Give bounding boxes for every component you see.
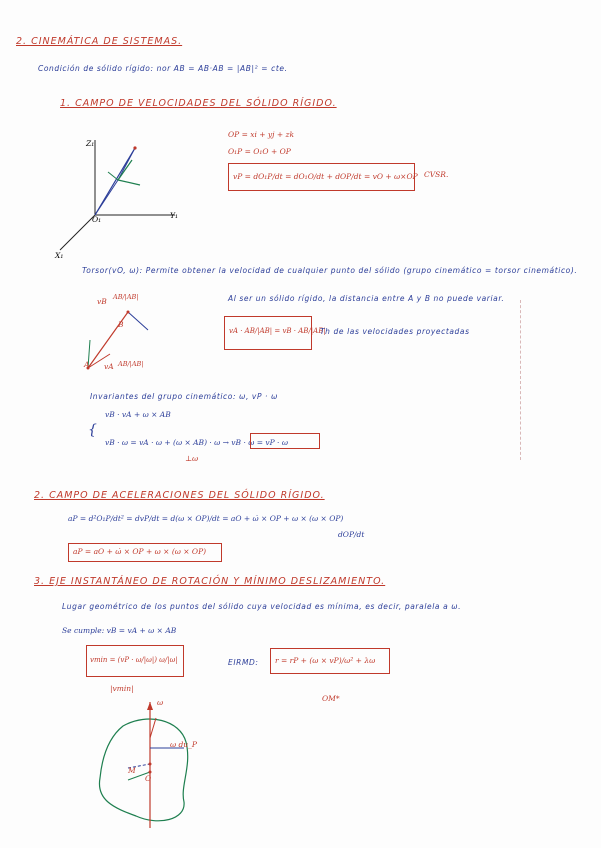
section-title: 2. CINEMÁTICA DE SISTEMAS. [16,36,183,47]
proj-eq: vA · AB/|AB| = vB · AB/|AB| [229,327,326,335]
eq-vp: vP = dO₁P/dt = dO₁O/dt + dOP/dt = vO + ω×OP [233,172,418,181]
eirmd-diagram [88,698,218,838]
accel-eq1: aP = d²O₁P/dt² = dvP/dt = d(ω × OP)/dt = aO + ω̇ × OP + ω × (ω × OP) [68,514,344,523]
axes-diagram [50,130,190,270]
label-m: M [128,766,136,775]
eq-o1p: O₁P = O₁O + OP [228,147,291,156]
vmin-eq: vmin = (vP · ω/|ω|) ω/|ω| [90,656,178,664]
label-wdu: ω du_P [170,740,197,749]
proj-desc: Th de las velocidades proyectadas [320,327,470,336]
label-vb: vB [97,297,107,306]
invariant-eq2: vB · ω = vA · ω + (ω × AB) · ω → vB · ω = vP · ω [105,438,288,447]
invariant-perp: ⊥ω [185,454,199,463]
invariant-eq1: vB · vA + ω × AB [105,410,171,419]
brace-icon: { [88,422,97,438]
invariants-text: Invariantes del grupo cinemático: ω, vP · ω [90,392,278,401]
axis-y-label: Y₁ [170,211,178,220]
eirmd-sub: OM* [322,694,340,703]
label-ab-top: AB/|AB| [113,293,139,301]
label-va: vA [104,362,114,371]
label-ab-bottom: AB/|AB| [118,360,144,368]
label-a: A [84,360,90,369]
subsection-title-eirmd: 3. EJE INSTANTÁNEO DE ROTACIÓN Y MÍNIMO DESLIZAMIENTO. [34,576,386,587]
rigid-distance-text: Al ser un sólido rígido, la distancia entre A y B no puede variar. [228,294,505,303]
eirmd-label: EIRMD: [228,658,259,667]
label-o: O [145,774,152,783]
accel-eq2: aP = aO + ω̇ × OP + ω × (ω × OP) [73,547,207,556]
origin-label: O₁ [92,215,102,224]
axis-z-label: Z₁ [86,139,95,148]
rigid-condition: Condición de sólido rígido: nor AB = AB·AB = |AB|² = cte. [38,64,288,73]
accel-eq1-sub: dOP/dt [338,530,365,539]
label-omega: ω [157,698,164,707]
subsection-title-accelerations: 2. CAMPO DE ACELERACIONES DEL SÓLIDO RÍGIDO. [34,490,325,501]
eq-vp-tag: CVSR. [424,170,449,179]
eirmd-eq: r = rP + (ω × vP)/ω² + λω [275,656,376,665]
eq-op: OP = xi + yj + zk [228,130,295,139]
bleed-line [520,300,521,460]
axis-x-label: X₁ [55,251,64,260]
lugar-text: Lugar geométrico de los puntos del sólido cuya velocidad es mínima, es decir, paralela a ω. [62,602,462,611]
label-b: B [118,320,124,329]
subsection-title-velocities: 1. CAMPO DE VELOCIDADES DEL SÓLIDO RÍGIDO. [60,98,337,109]
vmin-sub: |vmin| [110,684,134,693]
torsor-text: Torsor(vO, ω): Permite obtener la velocidad de cualquier punto del sólido (grupo cinemático = torsor cinemático). [82,266,578,275]
invariant-box [250,433,320,449]
se-cumple-text: Se cumple: vB = vA + ω × AB [62,626,177,635]
